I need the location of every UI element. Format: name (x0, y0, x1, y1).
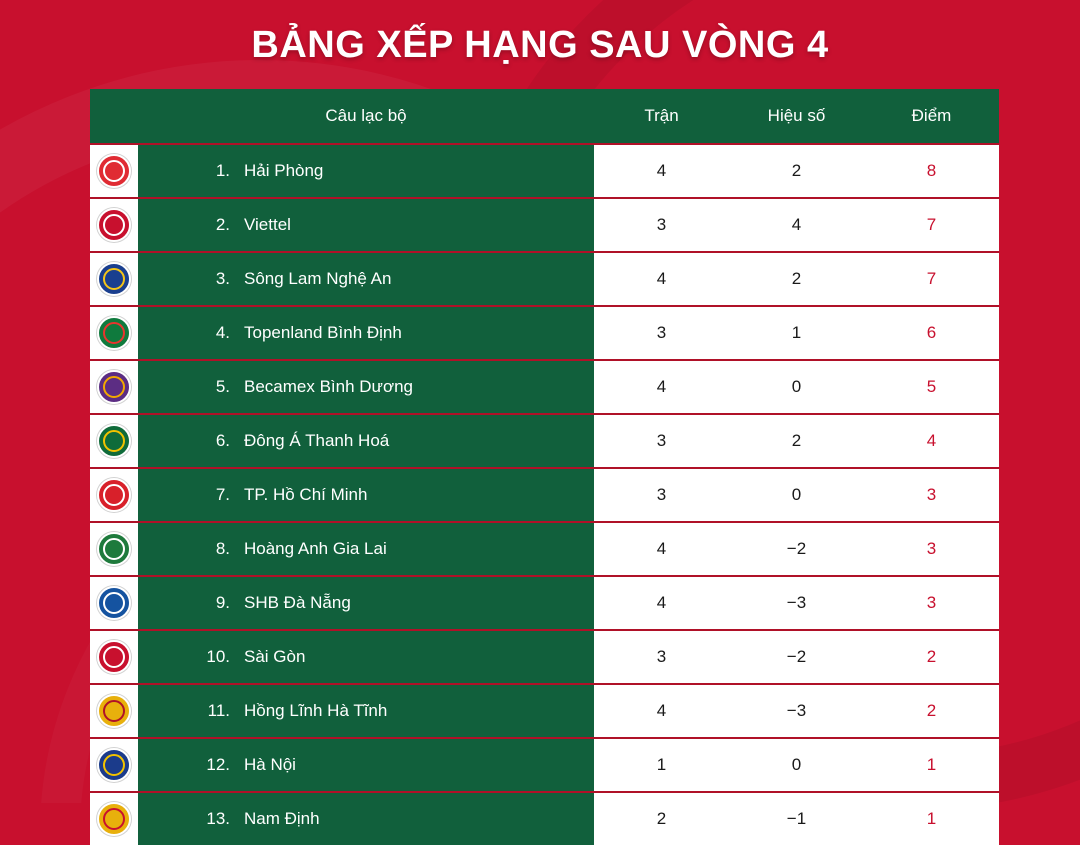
matches-played-value: 4 (594, 576, 729, 630)
club-crest-cell (90, 414, 138, 468)
crest-thanh-hoa-icon (97, 424, 131, 458)
goal-difference-value: 2 (729, 144, 864, 198)
points-value: 7 (864, 252, 999, 306)
points-value: 2 (864, 630, 999, 684)
club-cell (138, 306, 594, 360)
club-cell (138, 630, 594, 684)
crest-ha-tinh-icon (97, 694, 131, 728)
club-name: Hải Phòng (244, 161, 324, 180)
club-crest-cell (90, 792, 138, 845)
crest-hai-phong-icon (97, 154, 131, 188)
rank-number: 9. (215, 593, 230, 612)
matches-played-value: 3 (594, 630, 729, 684)
crest-ha-noi-icon (97, 748, 131, 782)
club-cell (138, 522, 594, 576)
points-value: 3 (864, 468, 999, 522)
crest-da-nang-icon (97, 586, 131, 620)
club-crest-cell (90, 738, 138, 792)
standings-table-wrapper (90, 89, 990, 845)
points-value: 3 (864, 522, 999, 576)
rank-number: 10. (206, 647, 230, 666)
matches-played-value: 3 (594, 414, 729, 468)
matches-played-value: 1 (594, 738, 729, 792)
club-crest-cell (90, 144, 138, 198)
goal-difference-value: 2 (729, 414, 864, 468)
page-title: BẢNG XẾP HẠNG SAU VÒNG 4 (251, 24, 829, 66)
table-row (90, 252, 999, 306)
goal-difference-value: −2 (729, 630, 864, 684)
goal-difference-value: 2 (729, 252, 864, 306)
club-name: Sông Lam Nghệ An (244, 269, 392, 288)
crest-nam-dinh-icon (97, 802, 131, 836)
club-name: Becamex Bình Dương (244, 377, 413, 396)
club-cell (138, 738, 594, 792)
matches-played-value: 4 (594, 522, 729, 576)
points-value: 1 (864, 792, 999, 845)
club-name: TP. Hồ Chí Minh (244, 485, 368, 504)
table-row (90, 630, 999, 684)
matches-played-value: 4 (594, 360, 729, 414)
rank-number: 13. (206, 809, 230, 828)
crest-binh-duong-icon (97, 370, 131, 404)
crest-tphcm-icon (97, 478, 131, 512)
table-row (90, 576, 999, 630)
table-row (90, 144, 999, 198)
club-name: Topenland Bình Định (244, 323, 402, 342)
table-body (90, 144, 999, 845)
table-row (90, 738, 999, 792)
club-cell (138, 684, 594, 738)
standings-table (90, 89, 999, 845)
goal-difference-value: −1 (729, 792, 864, 845)
matches-played-value: 4 (594, 252, 729, 306)
goal-difference-value: 1 (729, 306, 864, 360)
points-value: 1 (864, 738, 999, 792)
matches-played-value: 3 (594, 306, 729, 360)
club-name: SHB Đà Nẵng (244, 593, 351, 612)
club-name: Nam Định (244, 809, 320, 828)
table-row (90, 198, 999, 252)
points-value: 3 (864, 576, 999, 630)
column-header-crest (90, 89, 138, 144)
crest-hagl-icon (97, 532, 131, 566)
column-header-played: Trận (594, 89, 729, 144)
rank-number: 1. (215, 161, 230, 180)
goal-difference-value: 0 (729, 360, 864, 414)
club-cell (138, 576, 594, 630)
matches-played-value: 4 (594, 144, 729, 198)
crest-viettel-icon (97, 208, 131, 242)
rank-number: 3. (215, 269, 230, 288)
club-crest-cell (90, 306, 138, 360)
rank-number: 8. (215, 539, 230, 558)
table-row (90, 414, 999, 468)
table-header-row (90, 89, 999, 144)
points-value: 8 (864, 144, 999, 198)
table-header (90, 89, 999, 144)
rank-number: 7. (215, 485, 230, 504)
club-crest-cell (90, 576, 138, 630)
rank-number: 6. (215, 431, 230, 450)
column-header-points: Điểm (864, 89, 999, 144)
table-row (90, 306, 999, 360)
points-value: 7 (864, 198, 999, 252)
rank-number: 2. (215, 215, 230, 234)
matches-played-value: 3 (594, 198, 729, 252)
matches-played-value: 2 (594, 792, 729, 845)
points-value: 6 (864, 306, 999, 360)
club-cell (138, 414, 594, 468)
club-crest-cell (90, 252, 138, 306)
club-cell (138, 468, 594, 522)
club-name: Hoàng Anh Gia Lai (244, 539, 387, 558)
club-cell (138, 144, 594, 198)
rank-number: 5. (215, 377, 230, 396)
club-cell (138, 792, 594, 845)
club-name: Viettel (244, 215, 291, 234)
crest-sai-gon-icon (97, 640, 131, 674)
club-crest-cell (90, 468, 138, 522)
club-crest-cell (90, 684, 138, 738)
goal-difference-value: 0 (729, 738, 864, 792)
club-name: Sài Gòn (244, 647, 306, 666)
club-crest-cell (90, 522, 138, 576)
points-value: 2 (864, 684, 999, 738)
club-cell (138, 198, 594, 252)
club-name: Hà Nội (244, 755, 296, 774)
club-name: Hồng Lĩnh Hà Tĩnh (244, 701, 388, 720)
club-crest-cell (90, 198, 138, 252)
rank-number: 4. (215, 323, 230, 342)
column-header-goal-difference: Hiệu số (729, 89, 864, 144)
goal-difference-value: 0 (729, 468, 864, 522)
matches-played-value: 3 (594, 468, 729, 522)
table-row (90, 684, 999, 738)
club-crest-cell (90, 360, 138, 414)
rank-number: 12. (206, 755, 230, 774)
table-row (90, 468, 999, 522)
points-value: 4 (864, 414, 999, 468)
club-crest-cell (90, 630, 138, 684)
matches-played-value: 4 (594, 684, 729, 738)
goal-difference-value: −3 (729, 684, 864, 738)
goal-difference-value: −3 (729, 576, 864, 630)
goal-difference-value: 4 (729, 198, 864, 252)
club-name: Đông Á Thanh Hoá (244, 431, 390, 450)
table-row (90, 522, 999, 576)
club-cell (138, 252, 594, 306)
column-header-club: Câu lạc bộ (138, 89, 594, 144)
table-row (90, 360, 999, 414)
table-row (90, 792, 999, 845)
points-value: 5 (864, 360, 999, 414)
club-cell (138, 360, 594, 414)
crest-song-lam-nghe-an-icon (97, 262, 131, 296)
goal-difference-value: −2 (729, 522, 864, 576)
rank-number: 11. (207, 701, 230, 720)
crest-binh-dinh-icon (97, 316, 131, 350)
